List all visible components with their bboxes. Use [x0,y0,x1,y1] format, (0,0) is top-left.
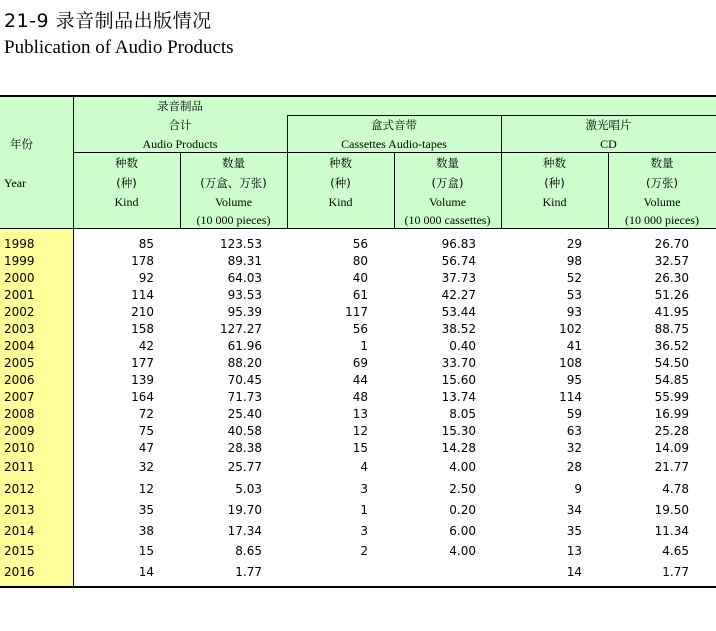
cell-cassette-volume: 0.40 [449,339,476,353]
cell-cassette-volume: 4.00 [449,460,476,474]
cell-year: 2003 [4,322,35,336]
cell-cd-volume: 54.85 [654,373,689,387]
cell-cassette-kind: 44 [352,373,368,387]
cell-cd-volume: 25.28 [654,424,689,438]
cell-total-volume: 70.45 [227,373,262,387]
header-kind-en: Kind [114,195,139,209]
cell-total-kind: 12 [138,482,154,496]
cell-total-volume: 89.31 [227,254,262,268]
cell-cd-volume: 16.99 [654,407,689,421]
header-cassette-group-en: Cassettes Audio-tapes [341,137,447,151]
cell-cd-kind: 102 [559,322,582,336]
cell-cassette-volume: 96.83 [441,237,476,251]
header-cassette-group-cn: 盒式音带 [371,118,417,132]
table-title-cn: 21-9 录音制品出版情况 [4,10,212,32]
cell-cd-kind: 93 [566,305,582,319]
cell-total-kind: 178 [131,254,154,268]
cell-total-kind: 14 [138,565,154,579]
cell-cd-volume: 55.99 [654,390,689,404]
cell-year: 2001 [4,288,35,302]
cell-cassette-volume: 14.28 [441,441,476,455]
cell-cassette-kind: 3 [360,524,368,538]
cell-cassette-volume: 15.30 [441,424,476,438]
cell-cd-kind: 114 [559,390,582,404]
cell-cassette-kind: 1 [360,503,368,517]
cell-cassette-kind: 69 [352,356,368,370]
cell-cd-volume: 26.70 [654,237,689,251]
cell-cassette-volume: 2.50 [449,482,476,496]
cell-cd-kind: 59 [566,407,582,421]
cell-total-volume: 61.96 [227,339,262,353]
header-volume-unit-cn: (万张) [646,176,678,190]
header-kind-unit: (种) [544,176,565,190]
header-volume-unit-en: (10 000 pieces) [625,213,699,227]
header-kind-en: Kind [328,195,353,209]
cell-cassette-volume: 0.20 [449,503,476,517]
cell-total-kind: 177 [131,356,154,370]
cell-total-kind: 47 [138,441,154,455]
cell-total-kind: 92 [138,271,154,285]
cell-total-volume: 88.20 [227,356,262,370]
cell-year: 2014 [4,524,35,538]
cell-total-volume: 95.39 [227,305,262,319]
cell-cd-volume: 14.09 [654,441,689,455]
cell-total-kind: 32 [138,460,154,474]
cell-cd-kind: 41 [566,339,582,353]
cell-cd-volume: 41.95 [654,305,689,319]
header-volume-cn: 数量 [436,156,459,170]
cell-year: 2009 [4,424,35,438]
cell-cd-kind: 14 [566,565,582,579]
cell-year: 1999 [4,254,35,268]
cell-cd-kind: 95 [566,373,582,387]
cell-total-kind: 164 [131,390,154,404]
cell-year: 1998 [4,237,35,251]
group-divider [501,115,502,229]
cell-cassette-volume: 4.00 [449,544,476,558]
cell-cassette-volume: 33.70 [441,356,476,370]
cell-total-kind: 42 [138,339,154,353]
cell-total-volume: 40.58 [227,424,262,438]
cell-cassette-kind: 12 [352,424,368,438]
cell-cassette-kind: 2 [360,544,368,558]
table-bottom-rule [0,586,716,588]
cell-year: 2005 [4,356,35,370]
cell-cd-kind: 35 [566,524,582,538]
header-kind-unit: (种) [330,176,351,190]
cell-cd-volume: 4.65 [662,544,689,558]
cell-total-volume: 93.53 [227,288,262,302]
cell-year: 2007 [4,390,35,404]
cell-cd-kind: 53 [566,288,582,302]
cell-cassette-kind: 13 [352,407,368,421]
cell-cd-volume: 32.57 [654,254,689,268]
cell-total-kind: 210 [131,305,154,319]
cell-year: 2008 [4,407,35,421]
cell-total-kind: 75 [138,424,154,438]
cell-cassette-volume: 13.74 [441,390,476,404]
cell-total-volume: 19.70 [227,503,262,517]
cell-total-kind: 15 [138,544,154,558]
header-year-en: Year [4,176,27,190]
cell-year: 2004 [4,339,35,353]
cell-total-volume: 64.03 [227,271,262,285]
cell-cassette-kind: 15 [352,441,368,455]
cell-cd-volume: 51.26 [654,288,689,302]
cell-year: 2012 [4,482,35,496]
cell-year: 2015 [4,544,35,558]
cell-cassette-volume: 37.73 [441,271,476,285]
cell-total-kind: 114 [131,288,154,302]
header-kind-cn: 种数 [115,156,138,170]
cell-cd-volume: 11.34 [654,524,689,538]
cell-cd-kind: 63 [566,424,582,438]
cell-total-volume: 1.77 [235,565,262,579]
cell-year: 2013 [4,503,35,517]
cell-total-volume: 8.65 [235,544,262,558]
cell-total-volume: 127.27 [220,322,262,336]
cell-cassette-kind: 48 [352,390,368,404]
cell-total-kind: 38 [138,524,154,538]
cell-year: 2016 [4,565,35,579]
cell-cd-kind: 98 [566,254,582,268]
header-volume-en: Volume [428,195,467,209]
group-divider [287,115,288,229]
cell-cassette-volume: 56.74 [441,254,476,268]
cell-cd-volume: 36.52 [654,339,689,353]
cell-cassette-kind: 56 [352,237,368,251]
cell-cd-kind: 29 [566,237,582,251]
cell-cd-kind: 28 [566,460,582,474]
cell-total-kind: 72 [138,407,154,421]
cell-total-volume: 5.03 [235,482,262,496]
cell-cassette-volume: 6.00 [449,524,476,538]
cell-cd-volume: 88.75 [654,322,689,336]
cell-cassette-kind: 61 [352,288,368,302]
header-total-sub-cn: 合计 [168,118,192,132]
header-volume-cn: 数量 [650,156,674,170]
cell-cd-volume: 54.50 [654,356,689,370]
header-kind-unit: (种) [116,176,137,190]
cell-cassette-kind: 56 [352,322,368,336]
cell-total-kind: 139 [131,373,154,387]
cell-cd-volume: 19.50 [654,503,689,517]
cell-total-volume: 17.34 [227,524,262,538]
cell-cd-kind: 13 [566,544,582,558]
cell-year: 2011 [4,460,35,474]
cell-cd-volume: 1.77 [662,565,689,579]
cell-total-volume: 25.77 [227,460,262,474]
cell-cassette-volume: 38.52 [441,322,476,336]
cell-cassette-volume: 42.27 [441,288,476,302]
cell-cassette-kind: 3 [360,482,368,496]
cell-total-volume: 71.73 [227,390,262,404]
header-volume-en: Volume [643,195,681,209]
cell-cassette-kind: 40 [352,271,368,285]
header-cd-group-cn: 激光唱片 [585,118,632,132]
cell-cassette-kind: 1 [360,339,368,353]
header-volume-en: Volume [214,195,253,209]
cell-cassette-kind: 117 [345,305,368,319]
header-volume-unit-en: (10 000 cassettes) [404,213,491,227]
header-volume-unit-en: (10 000 pieces) [196,213,271,227]
cell-cd-kind: 108 [559,356,582,370]
header-volume-cn: 数量 [222,156,245,170]
cell-cassette-volume: 53.44 [441,305,476,319]
header-kind-cn: 种数 [329,156,352,170]
cell-cd-kind: 52 [566,271,582,285]
year-column-divider [73,229,74,587]
cell-cd-kind: 32 [566,441,582,455]
cell-total-kind: 158 [131,322,154,336]
cell-year: 2000 [4,271,35,285]
cell-total-kind: 85 [138,237,154,251]
cell-cassette-kind: 4 [360,460,368,474]
cell-total-volume: 123.53 [220,237,262,251]
header-total-group-cn: 录音制品 [157,99,203,113]
cell-year: 2002 [4,305,35,319]
cell-year: 2006 [4,373,35,387]
header-volume-unit-cn: (万盒) [431,176,464,190]
header-total-group-en: Audio Products [142,137,218,151]
cell-year: 2010 [4,441,35,455]
cell-total-volume: 28.38 [227,441,262,455]
cell-cd-volume: 26.30 [654,271,689,285]
table-title-en: Publication of Audio Products [4,37,234,58]
header-kind-cn: 种数 [543,156,566,170]
cell-cd-kind: 9 [574,482,582,496]
cell-cd-kind: 34 [566,503,582,517]
header-volume-unit-cn: (万盒、万张) [200,176,267,190]
header-year-cn: 年份 [10,137,33,151]
cell-cassette-kind: 80 [352,254,368,268]
cell-cassette-volume: 15.60 [441,373,476,387]
cell-cassette-volume: 8.05 [449,407,476,421]
cell-total-kind: 35 [138,503,154,517]
cell-cd-volume: 21.77 [654,460,689,474]
header-kind-en: Kind [542,195,567,209]
header-cd-group-en: CD [600,137,617,151]
cell-cd-volume: 4.78 [662,482,689,496]
cell-total-volume: 25.40 [227,407,262,421]
